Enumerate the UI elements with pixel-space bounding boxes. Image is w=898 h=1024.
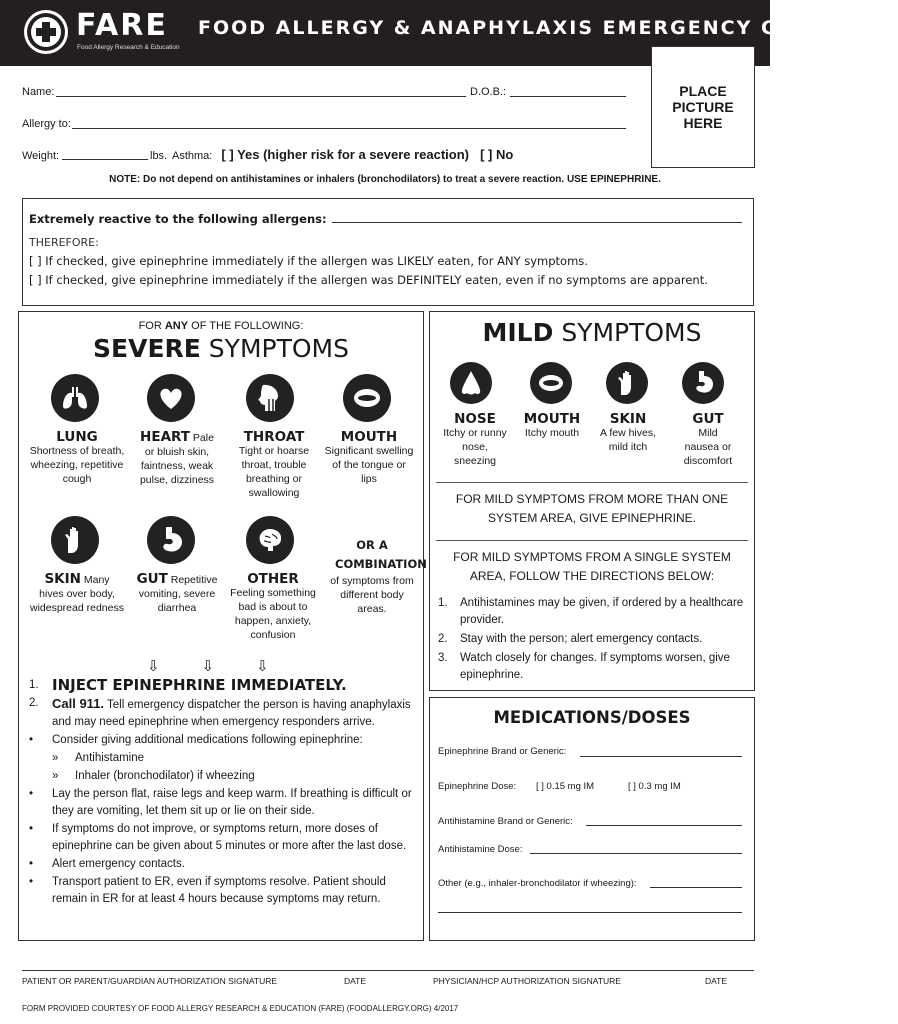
allergens-field[interactable] bbox=[332, 213, 742, 223]
other-desc: Feeling something bad is about to happen, anxiety, confusion bbox=[230, 587, 316, 641]
stomach-icon bbox=[147, 516, 195, 564]
dose-015-checkbox[interactable]: [ ] 0.15 mg IM bbox=[536, 781, 595, 792]
severe-steps bbox=[29, 677, 421, 909]
mild-symptoms-panel bbox=[429, 311, 755, 691]
other-name: OTHER bbox=[247, 571, 299, 587]
heart-symptom bbox=[129, 430, 225, 487]
other-field[interactable] bbox=[650, 887, 742, 888]
nose-name: NOSE bbox=[454, 411, 496, 427]
single-line2: AREA, FOLLOW THE DIRECTIONS BELOW: bbox=[469, 569, 715, 583]
fare-logo-icon bbox=[24, 10, 68, 54]
severe-title-bold: SEVERE bbox=[93, 334, 201, 363]
hand-icon bbox=[51, 516, 99, 564]
step2-rest: Tell emergency dispatcher the person is having anaphylaxis and may need epinephrine when emergency responders arrive. bbox=[52, 699, 411, 728]
allergen-box bbox=[22, 198, 754, 306]
mild-mouth-desc: Itchy mouth bbox=[524, 427, 580, 439]
gut-name: GUT bbox=[136, 571, 168, 587]
dob-field[interactable] bbox=[510, 96, 626, 97]
brain-icon bbox=[246, 516, 294, 564]
hand-icon bbox=[606, 362, 648, 404]
mouth-icon bbox=[530, 362, 572, 404]
mild-steps bbox=[438, 595, 750, 686]
epi-dose-label: Epinephrine Dose: bbox=[438, 781, 517, 792]
mild-mouth-name: MOUTH bbox=[523, 411, 581, 427]
step1-num: 1. bbox=[29, 679, 39, 691]
mild-step-text: Antihistamines may be given, if ordered by a healthcare provider. bbox=[460, 597, 744, 626]
weight-label: Weight: bbox=[22, 150, 60, 162]
step-inject bbox=[29, 677, 421, 694]
mild-step-num: 1. bbox=[438, 597, 448, 609]
subbullet-mark: » bbox=[52, 770, 59, 782]
bullet-lay-flat bbox=[29, 786, 421, 820]
mild-step-text: Watch closely for changes. If symptoms worsen, give epinephrine. bbox=[460, 652, 730, 681]
combination-symptom bbox=[327, 536, 427, 616]
epi-brand-field[interactable] bbox=[580, 756, 742, 757]
picture-placeholder[interactable] bbox=[651, 46, 755, 168]
allergy-label: Allergy to: bbox=[22, 118, 71, 130]
step2-num: 2. bbox=[29, 697, 39, 709]
mild-step-text: Stay with the person; alert emergency contacts. bbox=[460, 633, 703, 645]
lung-symptom bbox=[29, 430, 125, 486]
bullet2-text: Lay the person flat, raise legs and keep warm. If breathing is difficult or they are vomiting, let them sit up or lie on their side. bbox=[52, 788, 412, 817]
mild-nose bbox=[436, 412, 514, 468]
medications-title: MEDICATIONS/DOSES bbox=[493, 708, 691, 727]
bullet-dot: • bbox=[29, 876, 34, 888]
dose-03-checkbox[interactable]: [ ] 0.3 mg IM bbox=[628, 781, 681, 792]
severe-title-rest: SYMPTOMS bbox=[200, 334, 349, 363]
mild-gut bbox=[668, 412, 748, 468]
gut-symptom bbox=[123, 572, 231, 615]
heart-suffix: Pale bbox=[190, 432, 214, 444]
throat-name: THROAT bbox=[243, 429, 305, 445]
combination-title: OR A COMBINATION bbox=[335, 538, 427, 571]
therefore-label: THEREFORE: bbox=[29, 236, 99, 249]
physician-signature-label: PHYSICIAN/HCP AUTHORIZATION SIGNATURE bbox=[433, 976, 621, 986]
anti-brand-label: Antihistamine Brand or Generic: bbox=[438, 816, 573, 827]
mild-title-bold: MILD bbox=[482, 318, 554, 347]
date-label-1: DATE bbox=[344, 976, 367, 986]
nose-icon bbox=[450, 362, 492, 404]
nose-desc: Itchy or runny nose, sneezing bbox=[443, 427, 507, 467]
more-than-one-instruction bbox=[430, 490, 754, 528]
bullet4-text: Alert emergency contacts. bbox=[52, 858, 185, 870]
signature-line[interactable] bbox=[22, 970, 754, 971]
mild-step bbox=[438, 650, 750, 684]
bullet3-text: If symptoms do not improve, or symptoms return, more doses of epinephrine can be given about 5 minutes or more after the last dose. bbox=[52, 823, 407, 852]
anti-brand-field[interactable] bbox=[586, 825, 742, 826]
mild-gut-name: GUT bbox=[692, 411, 724, 427]
bullet-alert bbox=[29, 856, 421, 873]
mouth-symptom bbox=[323, 430, 415, 486]
asthma-yes-checkbox[interactable]: [ ] Yes (higher risk for a severe reaction) bbox=[221, 147, 470, 162]
divider bbox=[436, 482, 748, 483]
single-system-instruction bbox=[430, 548, 754, 586]
sub2-text: Inhaler (bronchodilator) if wheezing bbox=[75, 770, 255, 782]
bullet-transport bbox=[29, 874, 421, 908]
skin-name: SKIN bbox=[44, 571, 81, 587]
mild-skin bbox=[590, 412, 666, 454]
mild-step bbox=[438, 631, 750, 648]
for-any-heading bbox=[19, 320, 423, 332]
bullet1-text: Consider giving additional medications following epinephrine: bbox=[52, 734, 363, 746]
picture-placeholder-label: PLACE PICTURE HERE bbox=[672, 83, 734, 131]
definitely-eaten-checkbox[interactable]: [ ] If checked, give epinephrine immediately if the allergen was DEFINITELY eaten, even if no symptoms are apparent. bbox=[29, 273, 708, 287]
logo-name: FARE bbox=[76, 8, 168, 43]
asthma-no-checkbox[interactable]: [ ] No bbox=[480, 147, 514, 162]
logo-subtitle: Food Allergy Research & Education bbox=[77, 44, 180, 51]
lung-name: LUNG bbox=[56, 429, 98, 445]
mouth-icon bbox=[343, 374, 391, 422]
other-label: Other (e.g., inhaler-bronchodilator if wheezing): bbox=[438, 878, 637, 889]
patient-signature-label: PATIENT OR PARENT/GUARDIAN AUTHORIZATION SIGNATURE bbox=[22, 976, 278, 986]
sub-antihistamine bbox=[29, 750, 421, 767]
bullet-consider bbox=[29, 732, 421, 749]
mild-mouth bbox=[514, 412, 590, 440]
bullet-dot: • bbox=[29, 734, 34, 746]
severe-symptoms-panel bbox=[18, 311, 427, 941]
combination-desc: of symptoms from different body areas. bbox=[330, 575, 414, 615]
subbullet-mark: » bbox=[52, 752, 59, 764]
bullet-dot: • bbox=[29, 858, 34, 870]
likely-eaten-checkbox[interactable]: [ ] If checked, give epinephrine immediately if the allergen was LIKELY eaten, for ANY symptoms. bbox=[29, 254, 588, 268]
gut-desc: vomiting, severe diarrhea bbox=[138, 588, 216, 614]
mouth-name: MOUTH bbox=[340, 429, 398, 445]
single-line1: FOR MILD SYMPTOMS FROM A SINGLE SYSTEM bbox=[453, 550, 731, 564]
mouth-desc: Significant swelling of the tongue or lips bbox=[324, 445, 414, 485]
for-any-pre: FOR bbox=[138, 320, 165, 332]
gut-suffix: Repetitive bbox=[167, 574, 218, 586]
skin-desc: hives over body, widespread redness bbox=[30, 588, 124, 614]
footer-credit: FORM PROVIDED COURTESY OF FOOD ALLERGY RESEARCH & EDUCATION (FARE) (FOODALLERGY.ORG) 4/2017 bbox=[22, 1004, 459, 1013]
lbs-label: lbs. bbox=[150, 150, 168, 162]
bullet-more-doses bbox=[29, 821, 421, 855]
for-any-bold: ANY bbox=[164, 320, 189, 332]
mild-gut-desc: Mild nausea or discomfort bbox=[683, 427, 733, 467]
step1-text: INJECT EPINEPHRINE IMMEDIATELY. bbox=[52, 676, 347, 694]
mild-step bbox=[438, 595, 750, 629]
throat-desc: Tight or hoarse throat, trouble breathing or swallowing bbox=[238, 445, 310, 499]
lung-desc: Shortness of breath, wheezing, repetitive cough bbox=[29, 445, 125, 485]
divider bbox=[436, 540, 748, 541]
mild-title bbox=[430, 318, 754, 347]
asthma-label: Asthma: bbox=[172, 150, 213, 162]
throat-symptom bbox=[227, 430, 321, 500]
more-than-one-line2: SYSTEM AREA, GIVE EPINEPHRINE. bbox=[487, 511, 697, 525]
anti-dose-label: Antihistamine Dose: bbox=[438, 844, 523, 855]
anti-dose-field[interactable] bbox=[530, 853, 742, 854]
throat-icon bbox=[246, 374, 294, 422]
epinephrine-note: NOTE: Do not depend on antihistamines or inhalers (bronchodilators) to treat a severe reaction. USE EPINEPHRINE. bbox=[109, 174, 661, 185]
date-label-2: DATE bbox=[705, 976, 728, 986]
more-than-one-line1: FOR MILD SYMPTOMS FROM MORE THAN ONE bbox=[455, 492, 729, 506]
other-field-line2[interactable] bbox=[438, 912, 742, 913]
other-symptom bbox=[225, 572, 321, 642]
weight-field[interactable] bbox=[62, 159, 148, 160]
epi-brand-label: Epinephrine Brand or Generic: bbox=[438, 746, 567, 757]
heart-icon bbox=[147, 374, 195, 422]
heart-desc: or bluish skin, faintness, weak pulse, dizziness bbox=[139, 446, 215, 486]
sub1-text: Antihistamine bbox=[75, 752, 145, 764]
allergy-field[interactable] bbox=[72, 128, 626, 129]
mild-title-rest: SYMPTOMS bbox=[553, 318, 702, 347]
severe-title bbox=[19, 334, 423, 363]
step2-bold: Call 911. bbox=[52, 696, 105, 711]
mild-step-num: 2. bbox=[438, 633, 448, 645]
mild-skin-name: SKIN bbox=[609, 411, 647, 427]
medications-panel bbox=[429, 697, 755, 941]
bullet-dot: • bbox=[29, 788, 34, 800]
skin-symptom bbox=[29, 572, 125, 615]
name-label: Name: bbox=[22, 86, 55, 98]
bullet5-text: Transport patient to ER, even if symptoms resolve. Patient should remain in ER for at least 4 hours because symptoms may return. bbox=[52, 876, 386, 905]
extremely-reactive-label: Extremely reactive to the following allergens: bbox=[29, 212, 327, 226]
down-arrows-icon: ⇩⇩⇩ bbox=[147, 658, 311, 675]
asthma-row bbox=[172, 147, 513, 162]
stomach-icon bbox=[682, 362, 724, 404]
mild-step-num: 3. bbox=[438, 652, 448, 664]
step-call bbox=[29, 695, 421, 731]
mild-skin-desc: A few hives, mild itch bbox=[599, 427, 657, 453]
name-field[interactable] bbox=[56, 96, 466, 97]
heart-name: HEART bbox=[140, 429, 191, 445]
lungs-icon bbox=[51, 374, 99, 422]
bullet-dot: • bbox=[29, 823, 34, 835]
sub-inhaler bbox=[29, 768, 421, 785]
for-any-post: OF THE FOLLOWING: bbox=[188, 320, 304, 332]
page-title: FOOD ALLERGY & ANAPHYLAXIS EMERGENCY CARE PLAN bbox=[198, 17, 898, 39]
skin-suffix: Many bbox=[80, 574, 110, 586]
dob-label: D.O.B.: bbox=[470, 86, 507, 98]
